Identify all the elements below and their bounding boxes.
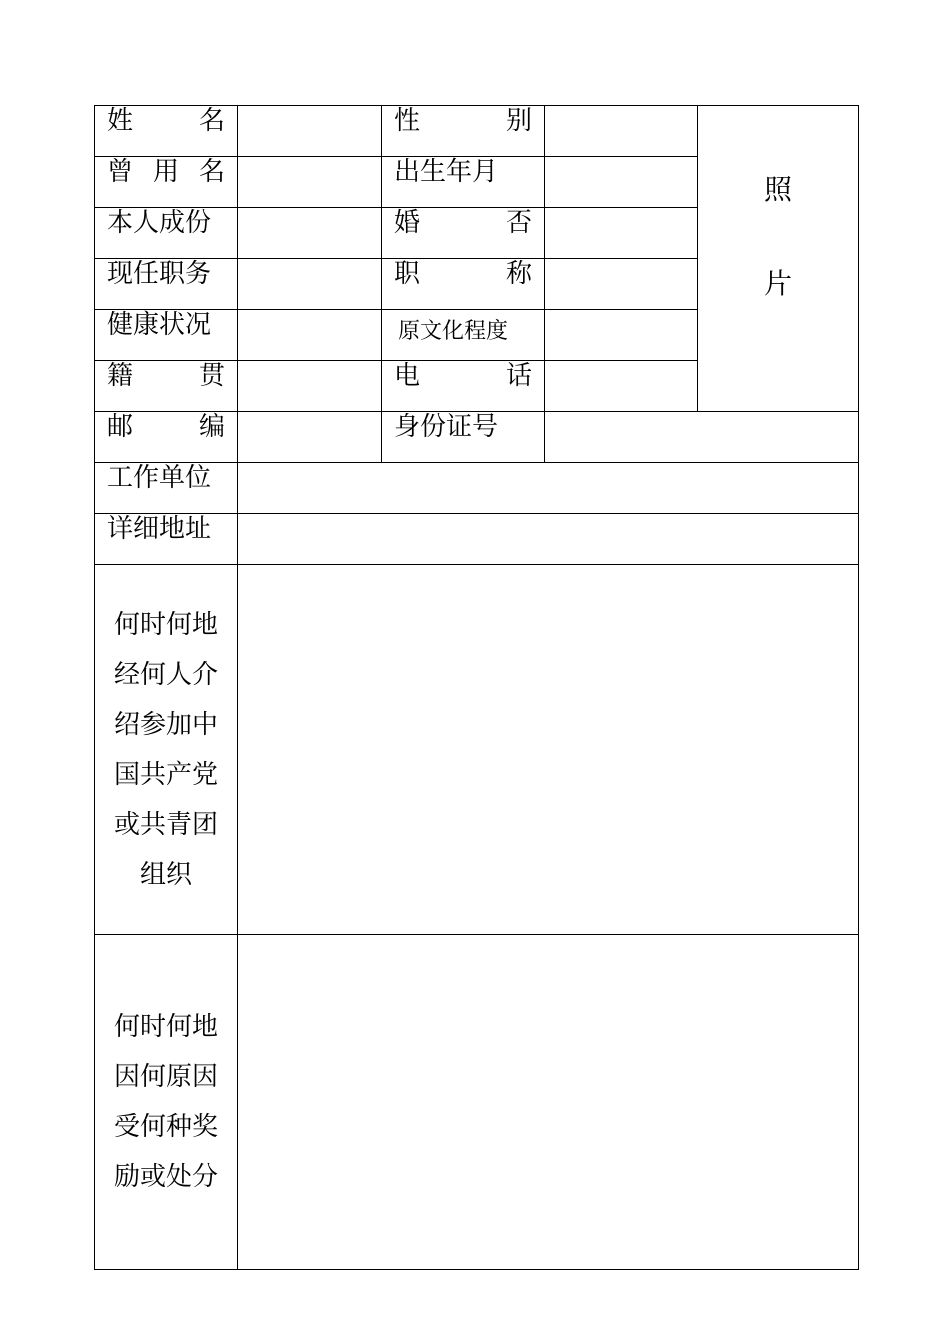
status-label: 本人成份 [95, 208, 238, 259]
education-field[interactable] [545, 310, 698, 361]
marital-label: 婚 否 [382, 208, 545, 259]
title-field[interactable] [545, 259, 698, 310]
alias-label: 曾 用 名 [95, 157, 238, 208]
id-label: 身份证号 [382, 412, 545, 463]
reward-history-field[interactable] [238, 935, 859, 1270]
education-label: 原文化程度 [382, 310, 545, 361]
name-field[interactable] [238, 106, 382, 157]
workplace-label: 工作单位 [95, 463, 238, 514]
birth-field[interactable] [545, 157, 698, 208]
origin-label: 籍 贯 [95, 361, 238, 412]
party-history-label: 何时何地 经何人介 绍参加中 国共产党 或共青团 组织 [95, 565, 238, 935]
health-field[interactable] [238, 310, 382, 361]
health-label: 健康状况 [95, 310, 238, 361]
phone-field[interactable] [545, 361, 698, 412]
gender-field[interactable] [545, 106, 698, 157]
reward-history-label: 何时何地 因何原因 受何种奖 励或处分 [95, 935, 238, 1270]
photo-box[interactable]: 照 片 [698, 106, 859, 412]
status-field[interactable] [238, 208, 382, 259]
workplace-field[interactable] [238, 463, 859, 514]
name-label: 姓 名 [95, 106, 238, 157]
alias-field[interactable] [238, 157, 382, 208]
marital-field[interactable] [545, 208, 698, 259]
party-history-field[interactable] [238, 565, 859, 935]
registration-form-table [94, 105, 859, 1270]
phone-label: 电 话 [382, 361, 545, 412]
address-label: 详细地址 [95, 514, 238, 565]
title-label: 职 称 [382, 259, 545, 310]
address-field[interactable] [238, 514, 859, 565]
birth-label: 出生年月 [382, 157, 545, 208]
id-field[interactable] [545, 412, 859, 463]
gender-label: 性 别 [382, 106, 545, 157]
position-field[interactable] [238, 259, 382, 310]
postcode-field[interactable] [238, 412, 382, 463]
postcode-label: 邮 编 [95, 412, 238, 463]
origin-field[interactable] [238, 361, 382, 412]
position-label: 现任职务 [95, 259, 238, 310]
